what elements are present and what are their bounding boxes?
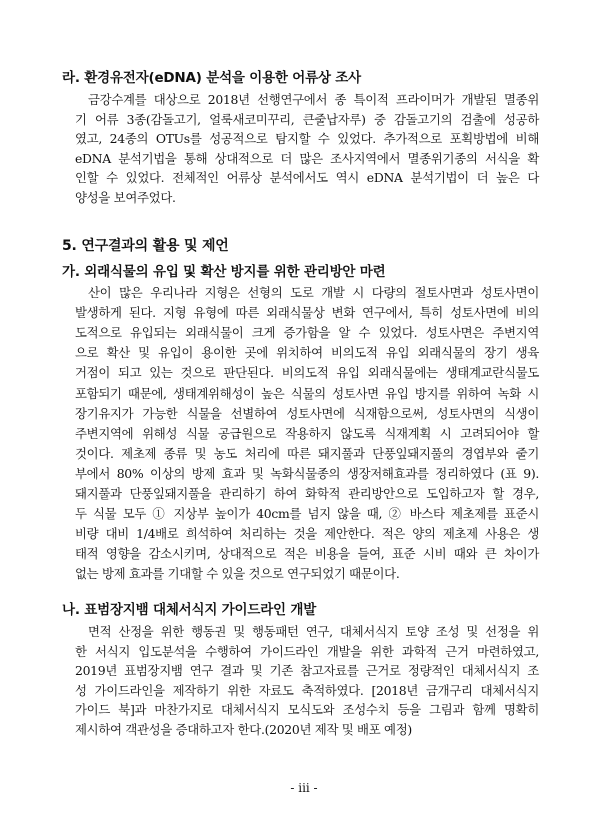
paragraph-line: 가이드 북]과 마찬가지로 대체서식지 모식도와 조성수치 등을 그림과 함께 명확히 — [75, 702, 539, 718]
paragraph-line: 기 어류 3종(감돌고기, 얼룩새코미꾸리, 큰줄납자루) 중 감돌고기의 검출에 성공하 — [75, 111, 539, 127]
paragraph-line: 발생하게 된다. 지형 유형에 따른 외래식물상 변화 연구에서, 특히 성토사면에 비의 — [75, 305, 539, 321]
paragraph-line: 돼지풀과 단풍잎돼지풀을 관리하기 하여 화학적 관리방안으로 도입하고자 할 경우, — [75, 486, 539, 501]
paragraph-line: 제시하여 객관성을 증대하고자 한다.(2020년 제작 및 배포 예정) — [75, 722, 412, 737]
paragraph-line: 주변지역에 위해성 식물 공급원으로 작용하지 않도록 식재계획 시 고려되어야 할 — [75, 425, 539, 441]
paragraph-line: 였고, 24종의 OTUs를 성공적으로 탐지할 수 있었다. 추가적으로 포획방법에 비해 — [75, 131, 539, 146]
paragraph-line: 으로 확산 및 유입이 용이한 곳에 위치하여 비의도적 유입 외래식물의 장기 생육 — [75, 345, 539, 361]
paragraph-line: 것이다. 제초제 종류 및 농도 처리에 따른 돼지풀과 단풍잎돼지풀의 경엽부와 줄기 — [75, 445, 539, 461]
paragraph-line: 한 서식지 입도분석을 수행하여 가이드라인 개발을 위한 과학적 근거 마련하였고, — [75, 643, 539, 659]
paragraph-line: 없는 방제 효과를 기대할 수 있을 것으로 연구되었기 때문이다. — [75, 566, 400, 582]
paragraph-line: 2019년 표범장지뱀 연구 결과 및 기존 참고자료를 근거로 정량적인 대체서식지 조 — [75, 663, 539, 679]
paragraph-line: 면적 산정을 위한 행동권 및 행동패턴 연구, 대체서식지 토양 조성 및 선정을 위 — [88, 624, 539, 639]
paragraph-line: 성 가이드라인을 제작하기 위한 자료도 축적하였다. [2018년 금개구리 대체서식지 — [75, 682, 539, 698]
chapter-heading-utilization: 5. 연구결과의 활용 및 제언 — [62, 238, 229, 254]
paragraph-line: 산이 많은 우리나라 지형은 선형의 도로 개발 시 다량의 절토사면과 성토사면이 — [88, 285, 539, 300]
paragraph-line: 인할 수 있었다. 전체적인 어류상 분석에서도 역시 eDNA 분석기법이 더 높은 다 — [75, 170, 539, 185]
paragraph-line: 도적으로 유입되는 외래식물이 크게 증가함을 알 수 있었다. 성토사면은 주변지역 — [75, 325, 539, 341]
paragraph-line: 부에서 80% 이상의 방제 효과 및 녹화식물종의 생장저해효과를 정리하였다 (표 9). — [75, 465, 539, 481]
paragraph-line: 포함되기 때문에, 생태계위해성이 높은 식물의 성토사면 유입 방지를 위하여 녹화 시 — [75, 385, 539, 401]
paragraph-line: 거점이 되고 있는 것으로 판단된다. 비의도적 유입 외래식물에는 생태계교란식물도 — [75, 365, 539, 381]
paragraph-line: 금강수계를 대상으로 2018년 선행연구에서 종 특이적 프라이머가 개발된 멸종위 — [88, 92, 539, 107]
paragraph-line: eDNA 분석기법을 통해 상대적으로 더 많은 조사지역에서 멸종위기종의 서식을 확 — [75, 150, 539, 166]
section-heading-invasive-plants: 가. 외래식물의 유입 및 확산 방지를 위한 관리방안 마련 — [62, 264, 386, 280]
paragraph-line: 두 식물 모두 ① 지상부 높이가 40cm를 넘지 않을 때, ② 바스타 제초제를 표준시 — [75, 506, 539, 522]
paragraph-line: 장기유지가 가능한 식물을 선별하여 성토사면에 식재함으로써, 성토사면의 식생이 — [75, 405, 539, 421]
page-number: - iii - — [290, 781, 318, 795]
paragraph-line: 비량 대비 1/4배로 희석하여 처리하는 것을 제안한다. 적은 양의 제초제 사용은 생 — [75, 526, 539, 542]
paragraph-line: 양성을 보여주었다. — [75, 189, 176, 205]
section-heading-leopard-lizard: 나. 표범장지뱀 대체서식지 가이드라인 개발 — [62, 602, 317, 618]
paragraph-line: 태적 영향을 감소시키며, 상대적으로 적은 비용을 들여, 표준 시비 때와 큰 차이가 — [75, 546, 539, 562]
section-heading-edna: 라. 환경유전자(eDNA) 분석을 이용한 어류상 조사 — [62, 70, 361, 86]
